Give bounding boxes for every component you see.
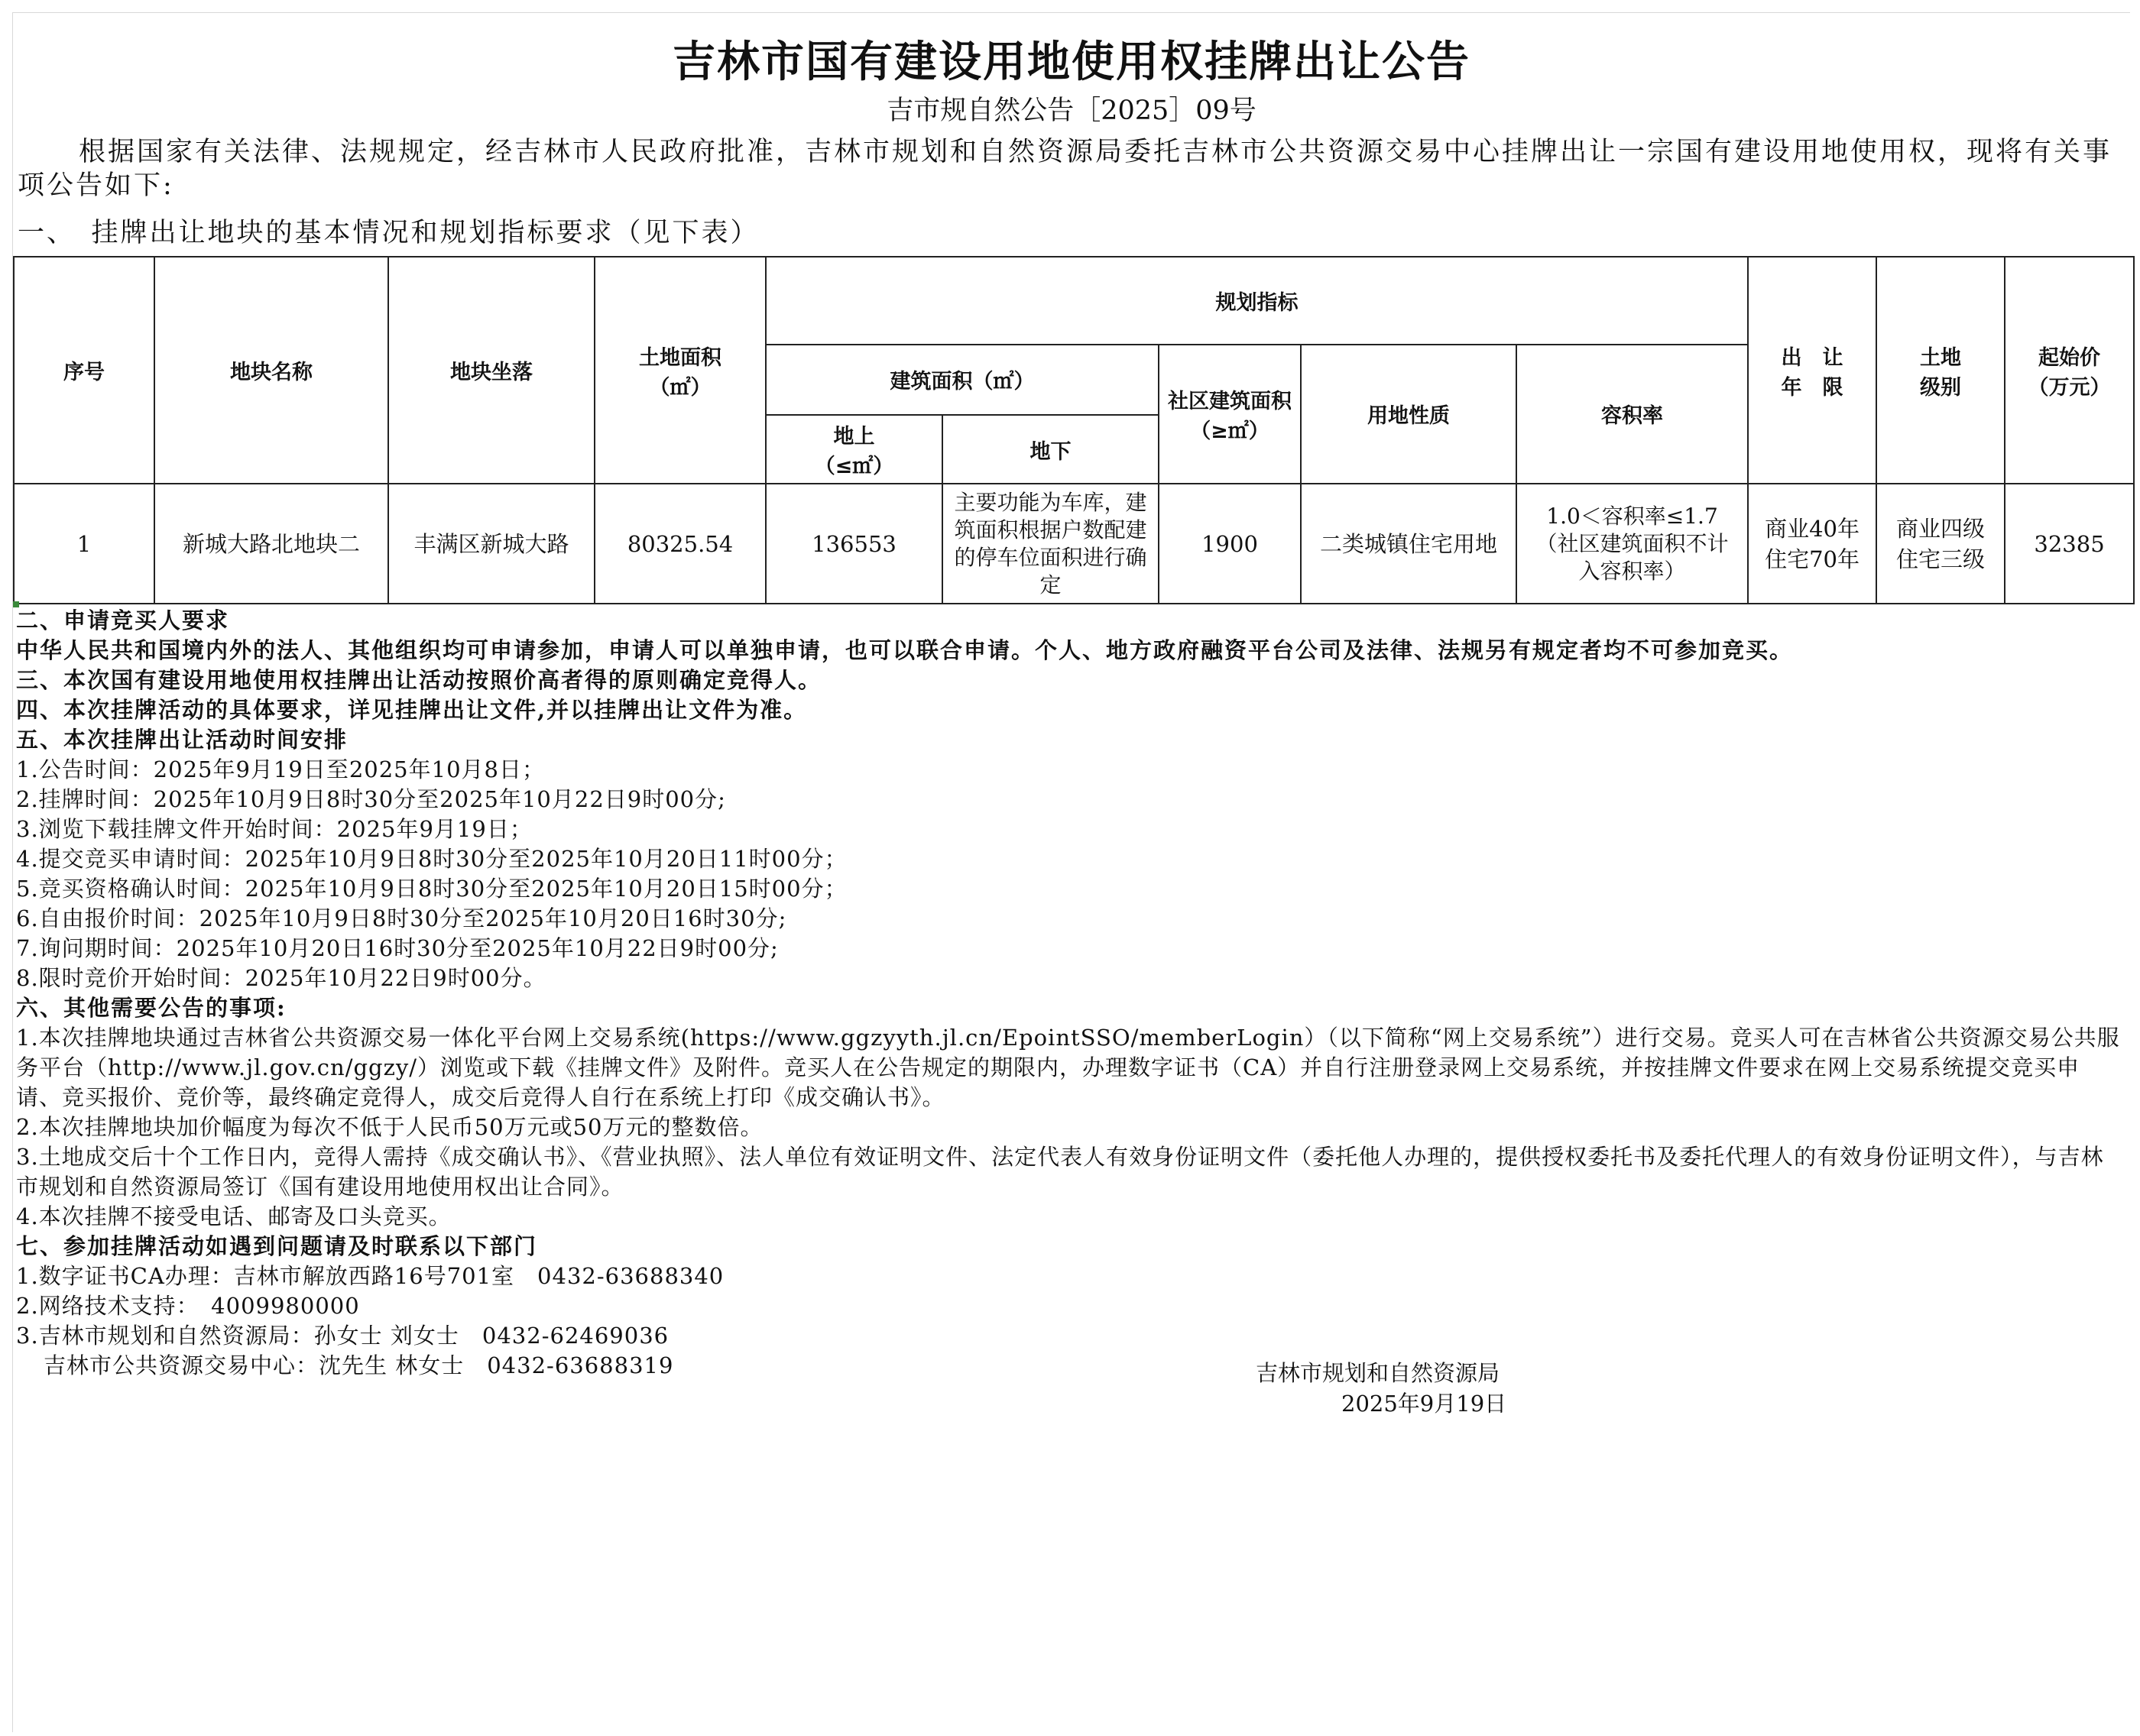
header-land-use: 用地性质 bbox=[1301, 345, 1516, 484]
cell-land-area: 80325.54 bbox=[595, 484, 766, 604]
cell-community-area: 1900 bbox=[1159, 484, 1301, 604]
section-6-title: 六、其他需要公告的事项: bbox=[16, 995, 287, 1021]
cell-far: 1.0＜容积率≤1.7（社区建筑面积不计入容积率） bbox=[1516, 484, 1748, 604]
list-item: 1.数字证书CA办理：吉林市解放西路16号701室 0432-63688340 bbox=[16, 1263, 725, 1289]
list-item: 5.竞买资格确认时间：2025年10月9日8时30分至2025年10月20日15时00分； bbox=[16, 876, 848, 902]
header-planning: 规划指标 bbox=[766, 257, 1748, 345]
page-title: 吉林市国有建设用地使用权挂牌出让公告 bbox=[673, 37, 1470, 87]
list-item: 1.本次挂牌地块通过吉林省公共资源交易一体化平台网上交易系统(https://www.ggzyyth.jl.cn/EpointSSO/memberLogin）（以下简称“网上交易系统”）进行交易。竞买人可在吉林省公共资源交易公共服务平台（http://www.jl.gov.cn/ggzy/）浏览或下载《挂牌文件》及附件。竞买人在公告规定的期限内，办理数字证书（CA）并自行注册登录网上交易系统，并按挂牌文件要求在网上交易系统提交竞买申请、竞买报价、竞价等，最终确定竞得人，成交后竞得人自行在系统上打印《成交确认书》。 bbox=[16, 1025, 2120, 1110]
header-grade: 土地 级别 bbox=[1876, 257, 2005, 484]
header-land-area: 土地面积 （㎡） bbox=[595, 257, 766, 484]
header-parcel-name: 地块名称 bbox=[154, 257, 388, 484]
list-item: 4.提交竞买申请时间：2025年10月9日8时30分至2025年10月20日11时00分； bbox=[16, 846, 848, 872]
header-location: 地块坐落 bbox=[388, 257, 595, 484]
cell-start-price: 32385 bbox=[2005, 484, 2134, 604]
intro-paragraph: 根据国家有关法律、法规规定，经吉林市人民政府批准，吉林市规划和自然资源局委托吉林市公共资源交易中心挂牌出让一宗国有建设用地使用权，现将有关事项公告如下: bbox=[18, 137, 2112, 201]
header-building-area: 建筑面积（㎡） bbox=[766, 345, 1159, 415]
issuer-name: 吉林市规划和自然资源局 bbox=[1256, 1360, 1500, 1386]
section-2-text: 中华人民共和国境内外的法人、其他组织均可申请参加，申请人可以单独申请，也可以联合申请。个人、地方政府融资平台公司及法律、法规另有规定者均不可参加竞买。 bbox=[16, 637, 1794, 663]
header-start-price: 起始价 （万元） bbox=[2005, 257, 2134, 484]
header-above-ground: 地上 （≤㎡） bbox=[766, 415, 942, 484]
list-item: 4.本次挂牌不接受电话、邮寄及口头竞买。 bbox=[16, 1203, 452, 1229]
table-row bbox=[14, 484, 2134, 604]
list-item: 6.自由报价时间：2025年10月9日8时30分至2025年10月20日16时30分; bbox=[16, 905, 787, 931]
header-below-ground: 地下 bbox=[942, 415, 1159, 484]
list-item: 3.吉林市规划和自然资源局：孙女士 刘女士 0432-62469036 bbox=[16, 1323, 670, 1349]
list-item: 2.网络技术支持： 4009980000 bbox=[16, 1293, 360, 1319]
section-7-title: 七、参加挂牌活动如遇到问题请及时联系以下部门 bbox=[16, 1233, 538, 1259]
cell-term: 商业40年 住宅70年 bbox=[1748, 484, 1876, 604]
list-item: 3.土地成交后十个工作日内，竞得人需持《成交确认书》、《营业执照》、法人单位有效证明文件、法定代表人有效身份证明文件（委托他人办理的，提供授权委托书及委托代理人的有效身份证明文件），与吉林市规划和自然资源局签订《国有建设用地使用权出让合同》。 bbox=[16, 1144, 2104, 1200]
cell-parcel-name: 新城大路北地块二 bbox=[154, 484, 388, 604]
announcement-page bbox=[12, 12, 2130, 1732]
section-3-title: 三、本次国有建设用地使用权挂牌出让活动按照价高者得的原则确定竞得人。 bbox=[16, 667, 822, 693]
header-seq: 序号 bbox=[14, 257, 154, 484]
list-item: 3.浏览下载挂牌文件开始时间：2025年9月19日； bbox=[16, 816, 533, 842]
list-item: 8.限时竞价开始时间：2025年10月22日9时00分。 bbox=[16, 965, 546, 991]
list-item: 7.询问期时间：2025年10月20日16时30分至2025年10月22日9时00分; bbox=[16, 935, 779, 961]
list-item: 吉林市公共资源交易中心：沈先生 林女士 0432-63688319 bbox=[44, 1352, 674, 1378]
cell-above-ground: 136553 bbox=[766, 484, 942, 604]
header-far: 容积率 bbox=[1516, 345, 1748, 484]
announcement-body bbox=[16, 606, 2125, 1381]
cell-seq: 1 bbox=[14, 484, 154, 604]
list-item: 2.本次挂牌地块加价幅度为每次不低于人民币50万元或50万元的整数倍。 bbox=[16, 1114, 764, 1140]
parcel-table bbox=[13, 256, 2135, 604]
cell-location: 丰满区新城大路 bbox=[388, 484, 595, 604]
issue-date: 2025年9月19日 bbox=[1341, 1391, 1507, 1417]
header-term: 出 让 年 限 bbox=[1748, 257, 1876, 484]
cell-land-use: 二类城镇住宅用地 bbox=[1301, 484, 1516, 604]
list-item: 1.公告时间：2025年9月19日至2025年10月8日； bbox=[16, 756, 545, 782]
document-number: 吉市规自然公告［2025］09号 bbox=[887, 96, 1256, 126]
cell-below-ground: 主要功能为车库，建筑面积根据户数配建的停车位面积进行确定 bbox=[942, 484, 1159, 604]
header-community-area: 社区建筑面积 （≥㎡） bbox=[1159, 345, 1301, 484]
list-item: 2.挂牌时间：2025年10月9日8时30分至2025年10月22日9时00分; bbox=[16, 786, 726, 812]
section-1-title: 一、 挂牌出让地块的基本情况和规划指标要求（见下表） bbox=[18, 218, 760, 248]
section-5-title: 五、本次挂牌出让活动时间安排 bbox=[16, 727, 349, 753]
section-4-title: 四、本次挂牌活动的具体要求，详见挂牌出让文件,并以挂牌出让文件为准。 bbox=[16, 697, 808, 723]
cell-grade: 商业四级 住宅三级 bbox=[1876, 484, 2005, 604]
section-2-title: 二、申请竞买人要求 bbox=[16, 607, 230, 633]
